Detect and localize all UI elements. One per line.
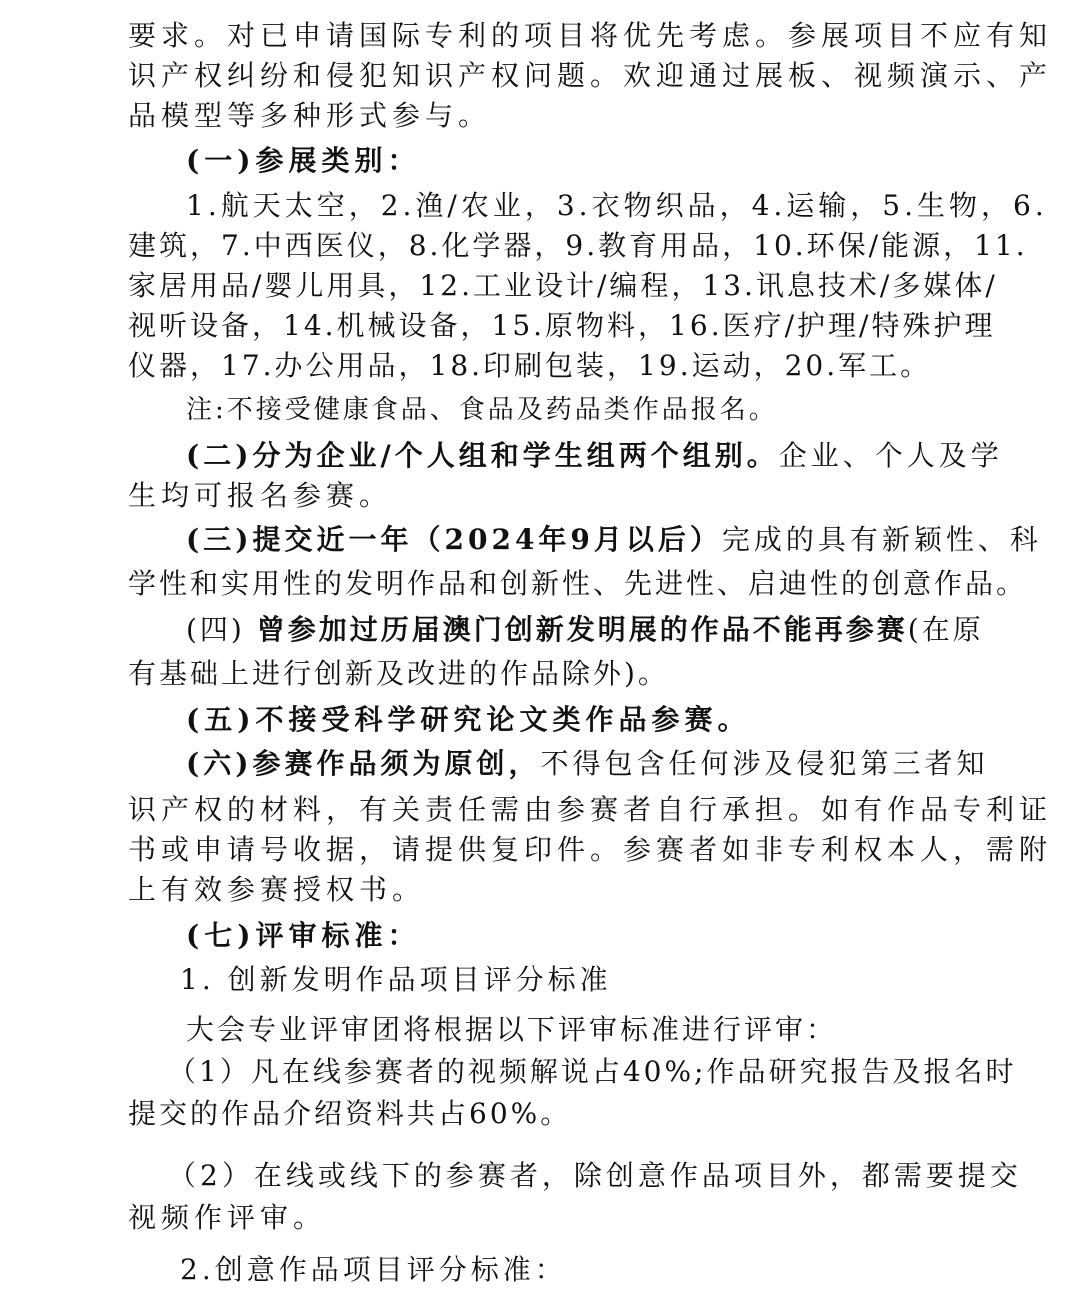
section-3-heading: (三)提交近一年（2024年9月以后） — [186, 523, 722, 556]
section-3-text: 完成的具有新颖性、科 — [721, 523, 1042, 556]
criteria-item-2-line-2: 视频作评审。 — [128, 1201, 327, 1234]
intro-line-3: 品模型等多种形式参与。 — [128, 99, 492, 132]
section-1-heading: (一)参展类别： — [186, 144, 421, 177]
section-2-heading: (二)分为企业/个人组和学生组两个组别。 — [186, 439, 779, 472]
criteria-item-2-line-1: （2）在线或线下的参赛者，除创意作品项目外，都需要提交 — [168, 1159, 1022, 1192]
section-4-number: (四) — [186, 613, 257, 646]
section-2-line-2: 生均可报名参赛。 — [128, 479, 393, 512]
section-6-heading: (六)参赛作品须为原创， — [186, 747, 541, 780]
category-line-5: 仪器，17.办公用品，18.印刷包装，19.运动，20.军工。 — [128, 349, 932, 382]
category-note: 注:不接受健康食品、食品及药品类作品报名。 — [186, 395, 778, 425]
category-line-4: 视听设备，14.机械设备，15.原物料，16.医疗/护理/特殊护理 — [128, 309, 996, 342]
section-6-text: 不得包含任何涉及侵犯第三者知 — [540, 747, 989, 780]
intro-line-1: 要求。对已申请国际专利的项目将优先考虑。参展项目不应有知 — [128, 19, 1053, 52]
category-line-3: 家居用品/婴儿用具，12.工业设计/编程，13.讯息技术/多媒体/ — [128, 269, 998, 302]
criteria-intro: 大会专业评审团将根据以下评审标准进行评审： — [186, 1013, 838, 1046]
section-6-line-2: 识产权的材料，有关责任需由参赛者自行承担。如有作品专利证 — [128, 793, 1053, 826]
section-2-text: 企业、个人及学 — [778, 439, 1003, 472]
section-6-line-3: 书或申请号收据，请提供复印件。参赛者如非专利权本人，需附 — [128, 833, 1053, 866]
section-6-line-1 — [186, 746, 989, 782]
category-line-2: 建筑，7.中西医仪，8.化学器，9.教育用品，10.环保/能源，11. — [128, 229, 1028, 262]
section-3-line-1 — [186, 522, 1042, 558]
section-6-line-4: 上有效参赛授权书。 — [128, 873, 426, 906]
section-4-line-1 — [186, 612, 984, 648]
criteria-subheading-2: 2.创意作品项目评分标准： — [180, 1253, 567, 1286]
criteria-item-1-line-1: （1）凡在线参赛者的视频解说占40%;作品研究报告及报名时 — [168, 1055, 1017, 1088]
section-4-line-2: 有基础上进行创新及改进的作品除外)。 — [128, 657, 669, 690]
category-line-1: 1.航天太空，2.渔/农业，3.衣物织品，4.运输，5.生物，6. — [186, 189, 1048, 222]
intro-line-2: 识产权纠纷和侵犯知识产权问题。欢迎通过展板、视频演示、产 — [128, 59, 1053, 92]
section-2-line-1 — [186, 438, 1003, 474]
criteria-item-1-line-2: 提交的作品介绍资料共占60%。 — [128, 1097, 572, 1130]
section-3-line-2: 学性和实用性的发明作品和创新性、先进性、启迪性的创意作品。 — [128, 567, 1028, 600]
criteria-subheading-1: 1. 创新发明作品项目评分标准 — [180, 963, 612, 996]
section-7-heading: (七)评审标准： — [186, 919, 421, 952]
section-5-heading: (五)不接受科学研究论文类作品参赛。 — [186, 703, 751, 736]
section-4-heading: 曾参加过历届澳门创新发明展的作品不能再参赛 — [256, 613, 908, 646]
section-4-text: (在原 — [907, 613, 984, 646]
